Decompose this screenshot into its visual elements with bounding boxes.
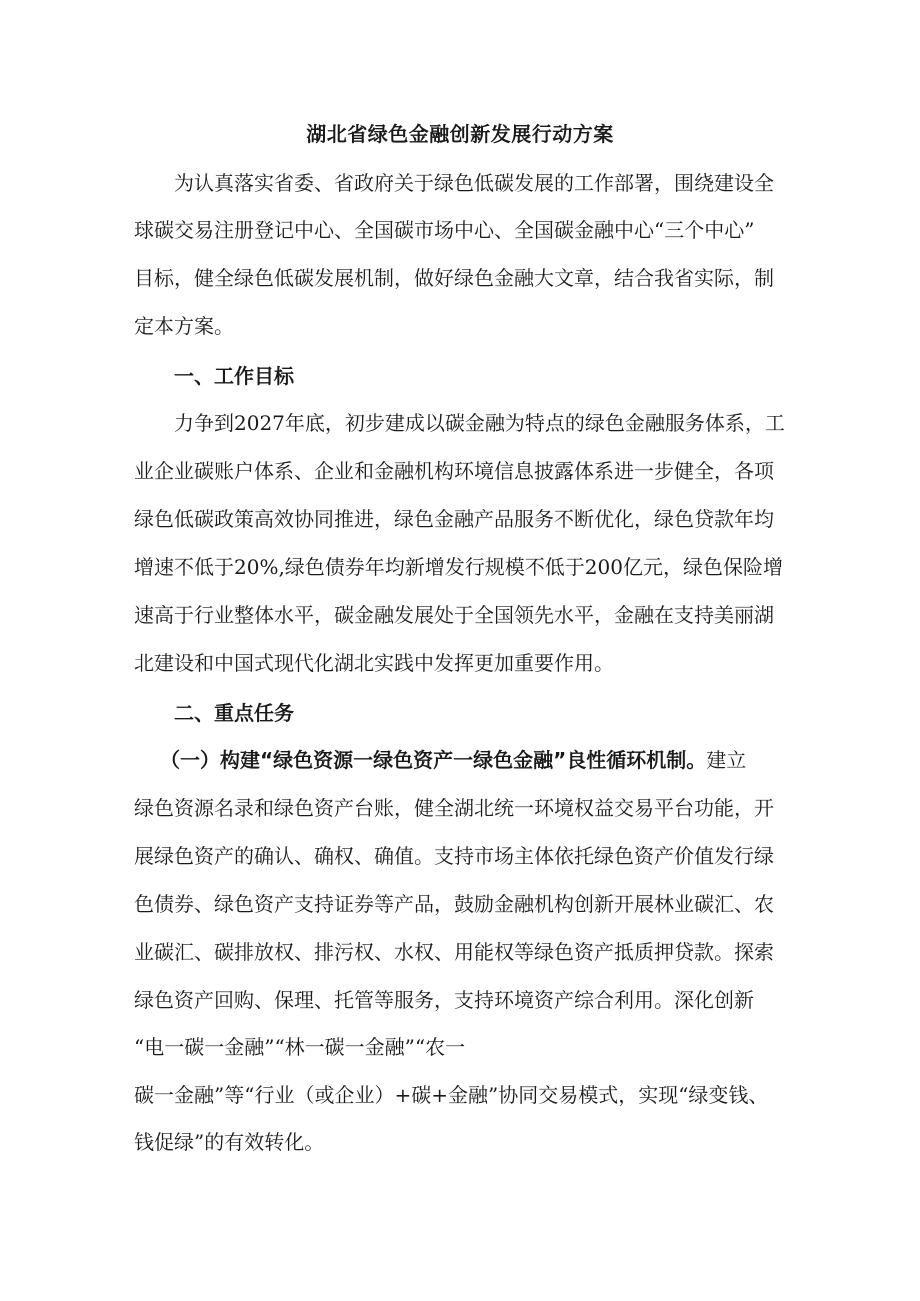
paragraph-line: 绿色资产回购、保理、托管等服务，支持环境资产综合利用。深化创新: [134, 988, 754, 1012]
subsection-title: （一）构建“绿色资源一绿色资产一绿色金融”良性循环机制。: [160, 748, 707, 772]
section-heading: 一、工作目标: [174, 364, 294, 388]
paragraph-line: 业碳汇、碳排放权、排污权、水权、用能权等绿色资产抵质押贷款。探索: [134, 940, 774, 964]
section-heading: 二、重点任务: [174, 701, 294, 725]
paragraph-line: 展绿色资产的确认、确权、确值。支持市场主体依托绿色资产价值发行绿: [134, 844, 774, 868]
paragraph-line: “电一碳一金融”“林一碳一金融”“农一: [134, 1035, 466, 1059]
paragraph-line: 定本方案。: [134, 314, 234, 338]
paragraph-line: 业企业碳账户体系、企业和金融机构环境信息披露体系进一步健全，各项: [134, 459, 774, 483]
document-title: 湖北省绿色金融创新发展行动方案: [306, 122, 614, 146]
paragraph-line: 绿色资源名录和绿色资产台账，健全湖北统一环境权益交易平台功能，开: [134, 796, 774, 820]
paragraph-line: 增速不低于20%,绿色债券年均新增发行规模不低于200亿元，绿色保险增: [134, 555, 783, 579]
paragraph-line: 球碳交易注册登记中心、全国碳市场中心、全国碳金融中心“三个中心”: [134, 218, 755, 242]
subsection-first-line: [160, 748, 746, 772]
paragraph-line: 碳一金融”等“行业（或企业）+碳+金融”协同交易模式，实现“绿变钱、: [134, 1083, 769, 1107]
paragraph-line: 钱促绿”的有效转化。: [134, 1130, 325, 1154]
paragraph-line: 力争到2027年底，初步建成以碳金融为特点的绿色金融服务体系，工: [174, 411, 785, 435]
paragraph-line: 北建设和中国式现代化湖北实践中发挥更加重要作用。: [134, 651, 614, 675]
paragraph-line: 速高于行业整体水平，碳金融发展处于全国领先水平，金融在支持美丽湖: [134, 603, 774, 627]
paragraph-line: 色债券、绿色资产支持证券等产品，鼓励金融机构创新开展林业碳汇、农: [134, 892, 774, 916]
subsection-tail: 建立: [706, 748, 747, 772]
paragraph-line: 为认真落实省委、省政府关于绿色低碳发展的工作部署，围绕建设全: [174, 171, 774, 195]
paragraph-line: 绿色低碳政策高效协同推进，绿色金融产品服务不断优化，绿色贷款年均: [134, 507, 774, 531]
paragraph-line: 目标，健全绿色低碳发展机制，做好绿色金融大文章，结合我省实际，制: [134, 266, 774, 290]
